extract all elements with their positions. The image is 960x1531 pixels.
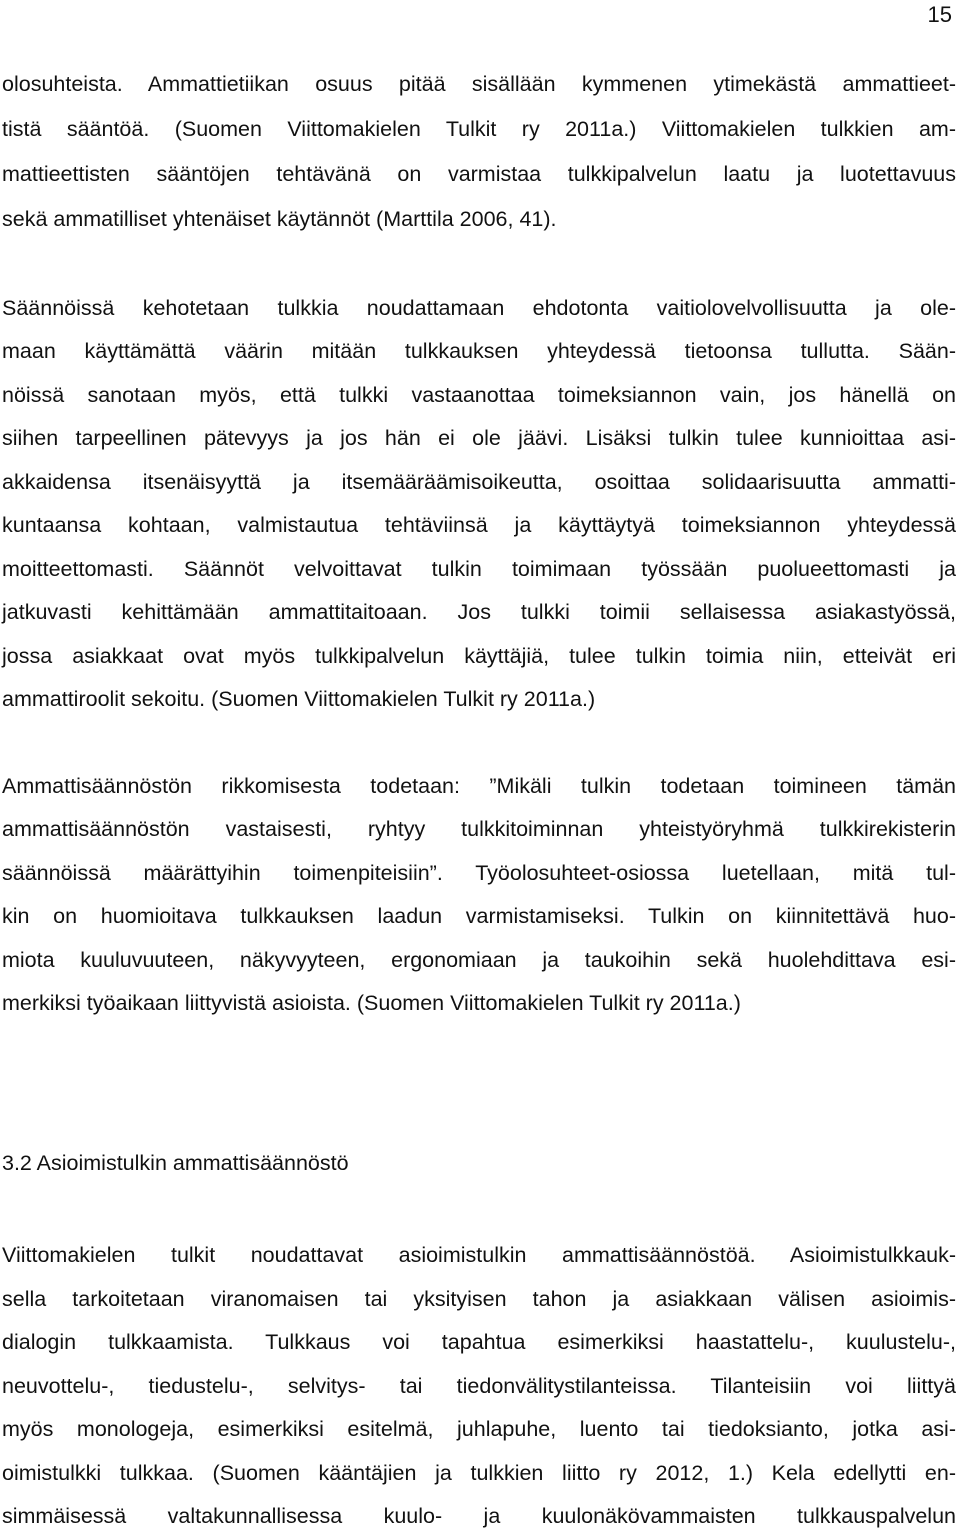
text-line: myös monologeja, esimerkiksi esitelmä, juhlapuhe, luento tai tiedoksianto, jotka asi- — [2, 1417, 956, 1441]
text-line: kin on huomioitava tulkkauksen laadun varmistamiseksi. Tulkin on kiinnitettävä huo- — [2, 904, 956, 928]
text-line: sella tarkoitetaan viranomaisen tai yksityisen tahon ja asiakkaan välisen asioimis- — [2, 1287, 956, 1311]
text-line: olosuhteista. Ammattietiikan osuus pitää sisällään kymmenen ytimekästä ammattieet- — [2, 72, 956, 96]
text-line: oimistulkki tulkkaa. (Suomen kääntäjien ja tulkkien liitto ry 2012, 1.) Kela edellytti en- — [2, 1461, 956, 1485]
text-line: neuvottelu-, tiedustelu-, selvitys- tai tiedonvälitystilanteissa. Tilanteisiin voi liittyä — [2, 1374, 956, 1398]
text-line: akkaidensa itsenäisyyttä ja itsemääräämisoikeutta, osoittaa solidaarisuutta ammatti- — [2, 470, 956, 494]
text-line: ammattisäännöstön vastaisesti, ryhtyy tulkkitoiminnan yhteistyöryhmä tulkkirekisterin — [2, 817, 956, 841]
section-heading: 3.2 Asioimistulkin ammattisäännöstö — [2, 1151, 349, 1175]
text-line: miota kuuluvuuteen, näkyvyyteen, ergonomiaan ja taukoihin sekä huolehdittava esi- — [2, 948, 956, 972]
text-line: ammattiroolit sekoitu. (Suomen Viittomakielen Tulkit ry 2011a.) — [2, 687, 596, 711]
text-line: maan käyttämättä väärin mitään tulkkauksen yhteydessä tietoonsa tullutta. Sään- — [2, 339, 956, 363]
text-line: jossa asiakkaat ovat myös tulkkipalvelun käyttäjiä, tulee tulkin toimia niin, etteivät eri — [2, 644, 956, 668]
text-line: kuntaansa kohtaan, valmistautua tehtäviinsä ja käyttäytyä toimeksiannon yhteydessä — [2, 513, 956, 537]
text-line: mattieettisten sääntöjen tehtävänä on varmistaa tulkkipalvelun laatu ja luotettavuus — [2, 162, 956, 186]
text-line: nöissä sanotaan myös, että tulkki vastaanottaa toimeksiannon vain, jos hänellä on — [2, 383, 956, 407]
text-line: simmäisessä valtakunnallisessa kuulo- ja kuulonäkövammaisten tulkkauspalvelun — [2, 1504, 956, 1528]
text-line: dialogin tulkkaamista. Tulkkaus voi tapahtua esimerkiksi haastattelu-, kuulustelu-, — [2, 1330, 956, 1354]
text-line: tistä sääntöä. (Suomen Viittomakielen Tulkit ry 2011a.) Viittomakielen tulkkien am- — [2, 117, 956, 141]
text-line: sekä ammatilliset yhtenäiset käytännöt (Marttila 2006, 41). — [2, 207, 557, 231]
page-number: 15 — [927, 2, 952, 27]
text-line: säännöissä määrättyihin toimenpiteisiin”. Työolosuhteet-osiossa luetellaan, mitä tul- — [2, 861, 956, 885]
text-line: siihen tarpeellinen pätevyys ja jos hän ei ole jäävi. Lisäksi tulkin tulee kunnioittaa asi- — [2, 426, 956, 450]
text-line: moitteettomasti. Säännöt velvoittavat tulkin toimimaan työssään puolueettomasti ja — [2, 557, 956, 581]
text-line: merkiksi työaikaan liittyvistä asioista. (Suomen Viittomakielen Tulkit ry 2011a.) — [2, 991, 741, 1015]
text-line: Viittomakielen tulkit noudattavat asioimistulkin ammattisäännöstöä. Asioimistulkkauk- — [2, 1243, 956, 1267]
text-line: jatkuvasti kehittämään ammattitaitoaan. Jos tulkki toimii sellaisessa asiakastyössä, — [2, 600, 956, 624]
text-line: Ammattisäännöstön rikkomisesta todetaan: ”Mikäli tulkin todetaan toimineen tämän — [2, 774, 956, 798]
text-line: Säännöissä kehotetaan tulkkia noudattamaan ehdotonta vaitiolovelvollisuutta ja ole- — [2, 296, 956, 320]
